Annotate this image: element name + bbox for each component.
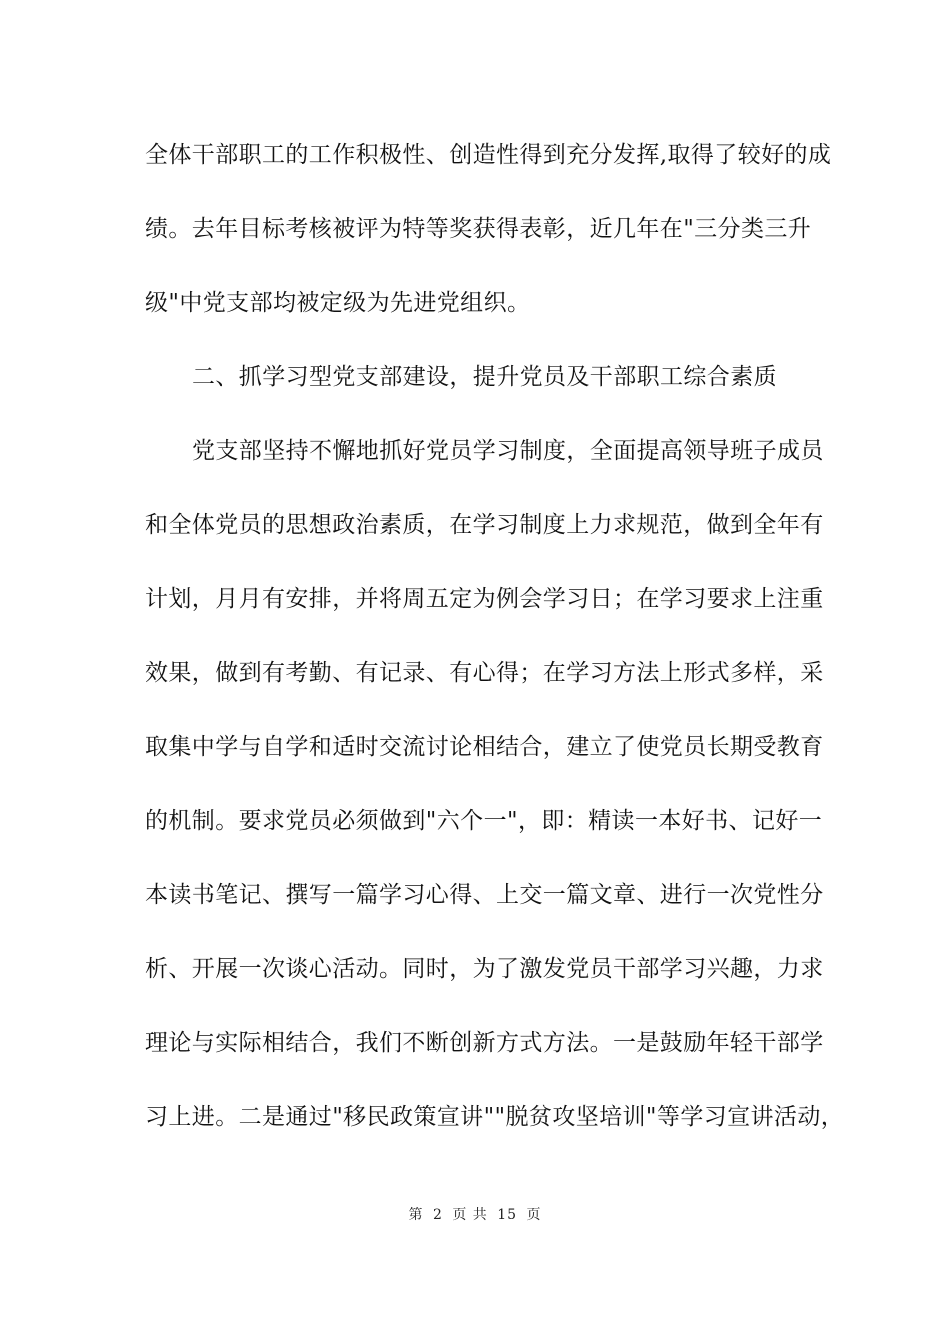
paragraph-2-line-10: 习上进。二是通过"移民政策宣讲""脱贫攻坚培训"等学习宣讲活动， [145,1104,845,1130]
section-heading: 二、抓学习型党支部建设，提升党员及干部职工综合素质 [192,364,777,390]
paragraph-2-line-3: 计划，月月有安排，并将周五定为例会学习日；在学习要求上注重 [145,586,824,612]
footer-middle: 页 共 [452,1207,488,1223]
paragraph-2-line-4: 效果，做到有考勤、有记录、有心得；在学习方法上形式多样，采 [145,660,824,686]
paragraph-2-line-8: 析、开展一次谈心活动。同时，为了激发党员干部学习兴趣，力求 [145,956,824,982]
paragraph-2-line-5: 取集中学与自学和适时交流讨论相结合，建立了使党员长期受教育 [145,734,824,760]
paragraph-2-line-1: 党支部坚持不懈地抓好党员学习制度，全面提高领导班子成员 [192,438,824,464]
paragraph-1-line-1: 全体干部职工的工作积极性、创造性得到充分发挥,取得了较好的成 [145,142,832,168]
footer-current-page: 2 [432,1207,443,1223]
footer-suffix: 页 [526,1207,542,1223]
footer-total-pages: 15 [497,1207,518,1223]
paragraph-2-line-2: 和全体党员的思想政治素质，在学习制度上力求规范，做到全年有 [145,512,824,538]
paragraph-1-line-3: 级"中党支部均被定级为先进党组织。 [145,290,531,316]
paragraph-1-line-2: 绩。去年目标考核被评为特等奖获得表彰，近几年在"三分类三升 [145,216,812,242]
paragraph-2-line-9: 理论与实际相结合，我们不断创新方式方法。一是鼓励年轻干部学 [145,1030,824,1056]
page-footer [0,1206,950,1224]
footer-prefix: 第 [408,1207,424,1223]
paragraph-2-line-7: 本读书笔记、撰写一篇学习心得、上交一篇文章、进行一次党性分 [145,882,824,908]
paragraph-2-line-6: 的机制。要求党员必须做到"六个一"，即：精读一本好书、记好一 [145,808,823,834]
